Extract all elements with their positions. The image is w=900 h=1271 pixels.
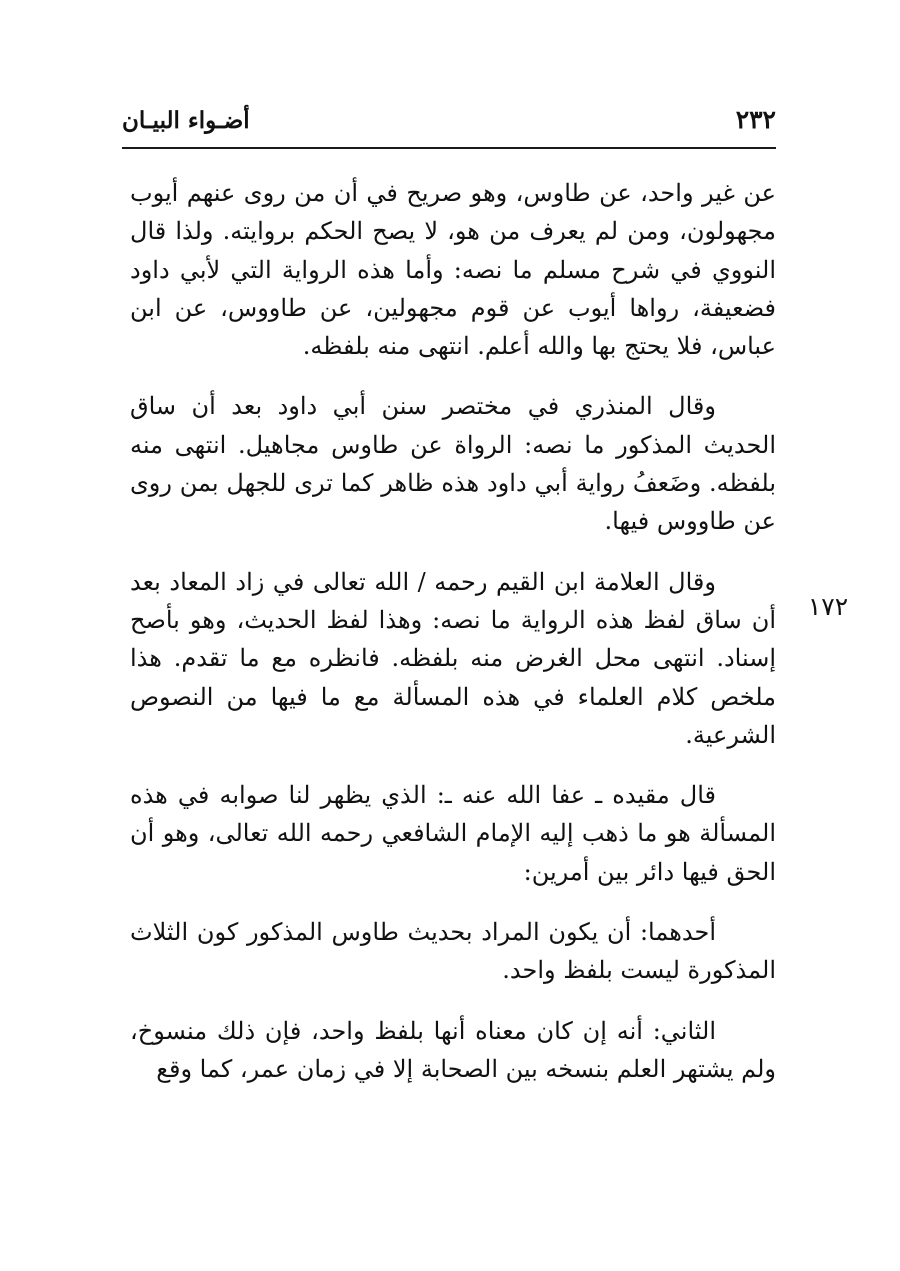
paragraph-6: الثاني: أنه إن كان معناه أنها بلفظ واحد، فإن ذلك منسوخ، ولم يشتهر العلم بنسخه بين الصحابة إلا في زمان عمر، كما وقع <box>130 1016 776 1083</box>
page-header <box>122 103 776 149</box>
paragraph-2: وقال المنذري في مختصر سنن أبي داود بعد أن ساق الحديث المذكور ما نصه: الرواة عن طاوس مجاهيل. انتهى منه بلفظه. وضَعفُ رواية أبي داود هذه ظاهر كما ترى للجهل بمن روى عن طاووس فيها. <box>130 392 776 536</box>
margin-page-reference: ١٧٢ <box>807 592 849 621</box>
paragraph-1: عن غير واحد، عن طاوس، وهو صريح في أن من روى عنهم أيوب مجهولون، ومن لم يعرف من هو، لا يصح الحكم بروايته. ولذا قال النووي في شرح مسلم ما نصه: وأما هذه الرواية التي لأبي داود فضعيفة، رواها أيوب عن قوم مجهولين، عن طاووس، عن ابن عباس، فلا يحتج بها والله أعلم. انتهى منه بلفظه. <box>130 179 776 361</box>
body-text <box>130 174 776 1110</box>
book-title: أضـواء البيـان <box>122 107 250 134</box>
paragraph-4: قال مقيده ـ عفا الله عنه ـ: الذي يظهر لنا صوابه في هذه المسألة هو ما ذهب إليه الإمام الشافعي رحمه الله تعالى، وهو أن الحق فيها دائر بين أمرين: <box>130 781 776 886</box>
paragraph-5: أحدهما: أن يكون المراد بحديث طاوس المذكور كون الثلاث المذكورة ليست بلفظ واحد. <box>130 918 776 985</box>
page-number: ٢٣٢ <box>735 105 776 134</box>
paragraph-3: وقال العلامة ابن القيم رحمه / الله تعالى في زاد المعاد بعد أن ساق لفظ هذه الرواية ما نصه: وهذا لفظ الحديث، وهو بأصح إسناد. انتهى محل الغرض منه بلفظه. فانظره مع ما تقدم. هذا ملخص كلام العلماء في هذه المسألة مع ما فيها من النصوص الشرعية. <box>130 567 776 749</box>
